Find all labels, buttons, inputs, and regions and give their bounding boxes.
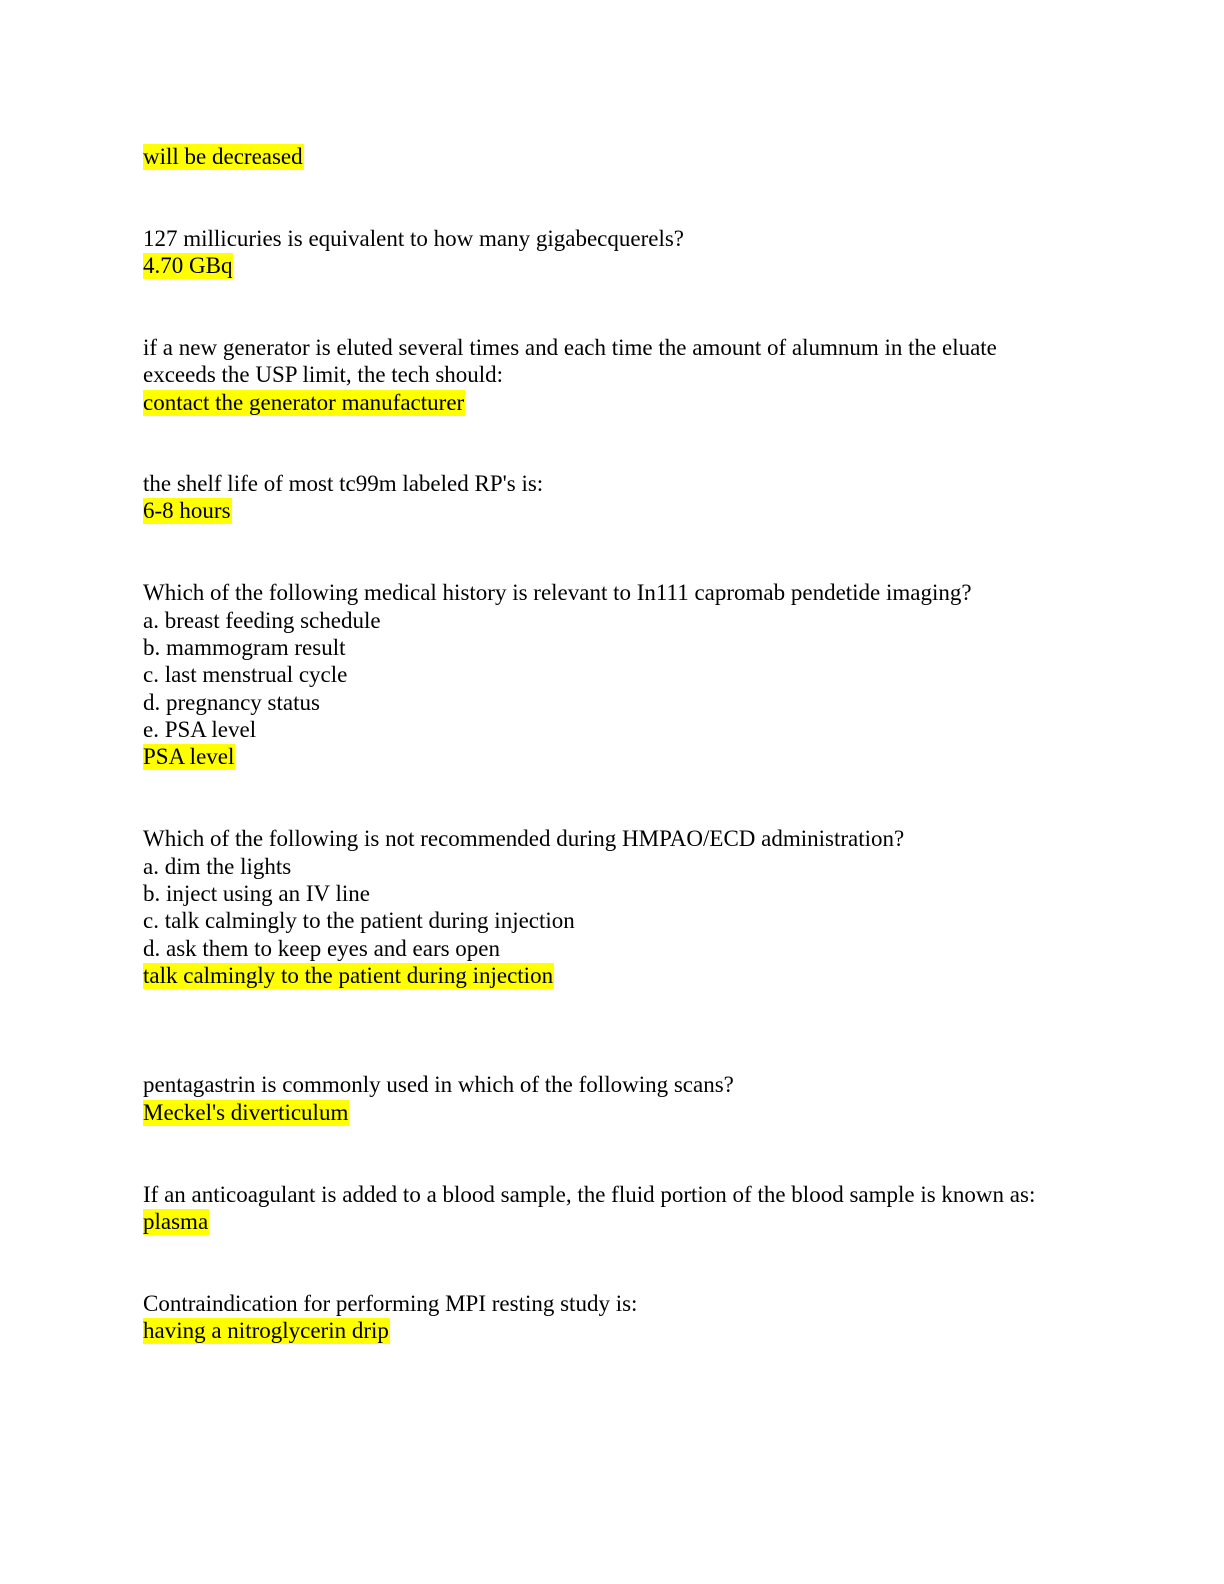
answer-highlight: Meckel's diverticulum: [143, 1100, 349, 1125]
question-line: 127 millicuries is equivalent to how many gigabecquerels?: [143, 226, 684, 251]
question-line: Contraindication for performing MPI resting study is:: [143, 1291, 638, 1316]
option-line: b. inject using an IV line: [143, 881, 370, 906]
answer-highlight: will be decreased: [143, 144, 303, 169]
answer-line: [143, 252, 233, 279]
answer-line: [143, 497, 232, 524]
option-line: d. pregnancy status: [143, 690, 320, 715]
question-line: the shelf life of most tc99m labeled RP's is:: [143, 471, 544, 496]
option-line: d. ask them to keep eyes and ears open: [143, 936, 501, 961]
answer-line: [143, 1317, 390, 1344]
answer-highlight: having a nitroglycerin drip: [143, 1318, 389, 1343]
question-line: If an anticoagulant is added to a blood sample, the fluid portion of the blood sample is known as:: [143, 1182, 1036, 1207]
answer-line: [143, 389, 465, 416]
answer-line: [143, 143, 304, 170]
question-line: Which of the following medical history is relevant to In111 capromab pendetide imaging?: [143, 580, 972, 605]
option-line: b. mammogram result: [143, 635, 346, 660]
answer-line: [143, 1099, 349, 1126]
answer-highlight: 6-8 hours: [143, 498, 231, 523]
question-line: if a new generator is eluted several times and each time the amount of alumnum in the eluate: [143, 335, 997, 360]
answer-highlight: PSA level: [143, 744, 235, 769]
option-line: c. talk calmingly to the patient during injection: [143, 908, 575, 933]
answer-line: [143, 962, 554, 989]
answer-highlight: contact the generator manufacturer: [143, 390, 465, 415]
question-line: exceeds the USP limit, the tech should:: [143, 362, 504, 387]
answer-highlight: talk calmingly to the patient during injection: [143, 963, 554, 988]
answer-highlight: 4.70 GBq: [143, 253, 233, 278]
option-line: c. last menstrual cycle: [143, 662, 348, 687]
answer-line: [143, 1208, 209, 1235]
option-line: e. PSA level: [143, 717, 257, 742]
answer-highlight: plasma: [143, 1209, 209, 1234]
question-line: pentagastrin is commonly used in which of the following scans?: [143, 1072, 734, 1097]
option-line: a. breast feeding schedule: [143, 608, 381, 633]
answer-line: [143, 743, 235, 770]
option-line: a. dim the lights: [143, 854, 292, 879]
question-line: Which of the following is not recommended during HMPAO/ECD administration?: [143, 826, 905, 851]
